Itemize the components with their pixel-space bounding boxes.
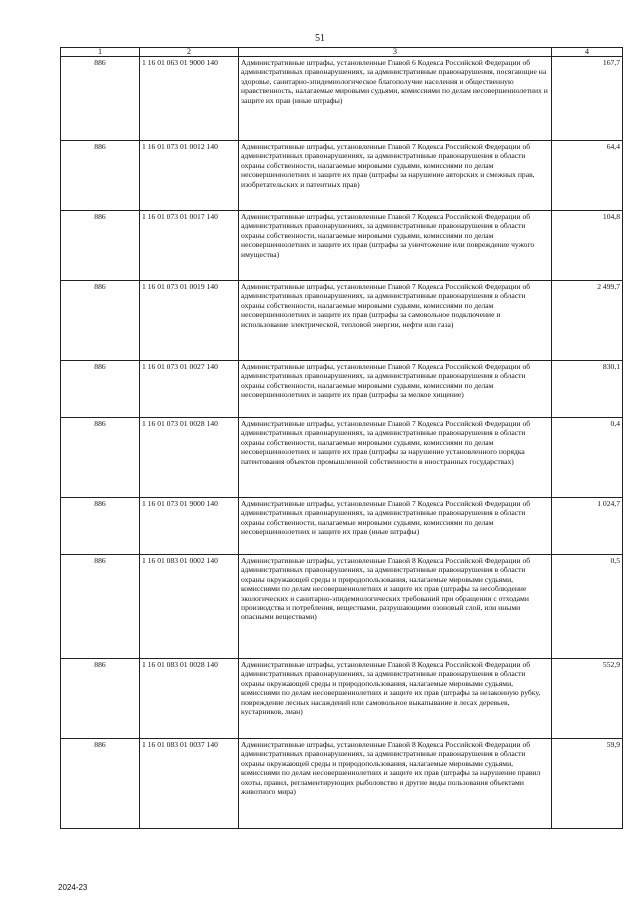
- admin-code-cell: 886: [61, 57, 140, 141]
- description-cell: Административные штрафы, установленные Главой 7 Кодекса Российской Федерации об административных правонарушениях, за административные правонарушения в области охраны собственности, налагаемые мировыми судьями, комиссиями по делам несовершеннолетних и защите их прав (штрафы за уничтожение или повреждение чужого имущества): [239, 211, 552, 281]
- description-cell: Административные штрафы, установленные Главой 7 Кодекса Российской Федерации об административных правонарушениях, за административные правонарушения в области охраны собственности, налагаемые мировыми судьями, комиссиями по делам несовершеннолетних и защите их прав (штрафы за самовольное подключение и использование электрической, тепловой энергии, нефти или газа): [239, 281, 552, 361]
- admin-code-cell: 886: [61, 281, 140, 361]
- admin-code-cell: 886: [61, 211, 140, 281]
- amount-cell: 2 499,7: [552, 281, 623, 361]
- page-number: 51: [315, 33, 325, 44]
- column-header-2: 2: [140, 48, 239, 57]
- amount-cell: 0,5: [552, 555, 623, 659]
- admin-code-cell: 886: [61, 659, 140, 739]
- table-row: [61, 141, 623, 211]
- budget-code-cell: 1 16 01 073 01 0028 140: [140, 418, 239, 498]
- table-row: [61, 739, 623, 829]
- budget-code-cell: 1 16 01 073 01 0027 140: [140, 361, 239, 418]
- budget-code-cell: 1 16 01 073 01 0012 140: [140, 141, 239, 211]
- admin-code-cell: 886: [61, 141, 140, 211]
- admin-code-cell: 886: [61, 739, 140, 829]
- budget-code-cell: 1 16 01 073 01 9000 140: [140, 498, 239, 555]
- table-row: [61, 418, 623, 498]
- document-footer-code: 2024-23: [58, 883, 88, 892]
- amount-cell: 104,8: [552, 211, 623, 281]
- amount-cell: 167,7: [552, 57, 623, 141]
- budget-code-cell: 1 16 01 083 01 0028 140: [140, 659, 239, 739]
- table-row: [61, 57, 623, 141]
- amount-cell: 0,4: [552, 418, 623, 498]
- table-row: [61, 211, 623, 281]
- budget-table: [60, 47, 623, 829]
- header-row: [61, 48, 623, 57]
- description-cell: Административные штрафы, установленные Главой 8 Кодекса Российской Федерации об административных правонарушениях, за административные правонарушения в области охраны окружающей среды и природопользования, налагаемые мировыми судьями, комиссиями по делам несовершеннолетних и защите их прав (штрафы за несоблюдение экологических и санитарно-эпидемиологических требований при обращении с отходами производства и потребления, веществами, разрушающими озоновый слой, или иными опасными веществами): [239, 555, 552, 659]
- budget-code-cell: 1 16 01 073 01 0017 140: [140, 211, 239, 281]
- amount-cell: 64,4: [552, 141, 623, 211]
- description-cell: Административные штрафы, установленные Главой 7 Кодекса Российской Федерации об административных правонарушениях, за административные правонарушения в области охраны собственности, налагаемые мировыми судьями, комиссиями по делам несовершеннолетних и защите их прав (штрафы за мелкое хищение): [239, 361, 552, 418]
- admin-code-cell: 886: [61, 418, 140, 498]
- admin-code-cell: 886: [61, 498, 140, 555]
- column-header-3: 3: [239, 48, 552, 57]
- description-cell: Административные штрафы, установленные Главой 7 Кодекса Российской Федерации об административных правонарушениях, за административные правонарушения в области охраны собственности, налагаемые мировыми судьями, комиссиями по делам несовершеннолетних и защите их прав (штрафы за нарушение установленного порядка патентования объектов промышленной собственности в иностранных государствах): [239, 418, 552, 498]
- admin-code-cell: 886: [61, 361, 140, 418]
- amount-cell: 552,9: [552, 659, 623, 739]
- description-cell: Административные штрафы, установленные Главой 8 Кодекса Российской Федерации об административных правонарушениях, за административные правонарушения в области охраны окружающей среды и природопользования, налагаемые мировыми судьями, комиссиями по делам несовершеннолетних и защите их прав (штрафы за нарушение правил охоты, правил, регламентирующих рыболовство и другие виды пользования объектами животного мира): [239, 739, 552, 829]
- description-cell: Административные штрафы, установленные Главой 7 Кодекса Российской Федерации об административных правонарушениях, за административные правонарушения в области охраны собственности, налагаемые мировыми судьями, комиссиями по делам несовершеннолетних и защите их прав (иные штрафы): [239, 498, 552, 555]
- column-header-4: 4: [552, 48, 623, 57]
- description-cell: Административные штрафы, установленные Главой 8 Кодекса Российской Федерации об административных правонарушениях, за административные правонарушения в области охраны окружающей среды и природопользования, налагаемые мировыми судьями, комиссиями по делам несовершеннолетних и защите их прав (штрафы за незаконную рубку, повреждение лесных насаждений или самовольное выкапывание в лесах деревьев, кустарников, лиан): [239, 659, 552, 739]
- description-cell: Административные штрафы, установленные Главой 6 Кодекса Российской Федерации об административных правонарушениях, за административные правонарушения, посягающие на здоровье, санитарно-эпидемиологическое благополучие населения и общественную нравственность, налагаемые мировыми судьями, комиссиями по делам несовершеннолетних и защите их прав (иные штрафы): [239, 57, 552, 141]
- column-header-1: 1: [61, 48, 140, 57]
- budget-code-cell: 1 16 01 073 01 0019 140: [140, 281, 239, 361]
- description-cell: Административные штрафы, установленные Главой 7 Кодекса Российской Федерации об административных правонарушениях, за административные правонарушения в области охраны собственности, налагаемые мировыми судьями, комиссиями по делам несовершеннолетних и защите их прав (штрафы за нарушение авторских и смежных прав, изобретательских и патентных прав): [239, 141, 552, 211]
- amount-cell: 1 024,7: [552, 498, 623, 555]
- table-row: [61, 281, 623, 361]
- amount-cell: 830,1: [552, 361, 623, 418]
- table-row: [61, 498, 623, 555]
- budget-code-cell: 1 16 01 063 01 9000 140: [140, 57, 239, 141]
- table-row: [61, 555, 623, 659]
- table-row: [61, 361, 623, 418]
- admin-code-cell: 886: [61, 555, 140, 659]
- table-row: [61, 659, 623, 739]
- budget-code-cell: 1 16 01 083 01 0037 140: [140, 739, 239, 829]
- budget-code-cell: 1 16 01 083 01 0002 140: [140, 555, 239, 659]
- amount-cell: 59,9: [552, 739, 623, 829]
